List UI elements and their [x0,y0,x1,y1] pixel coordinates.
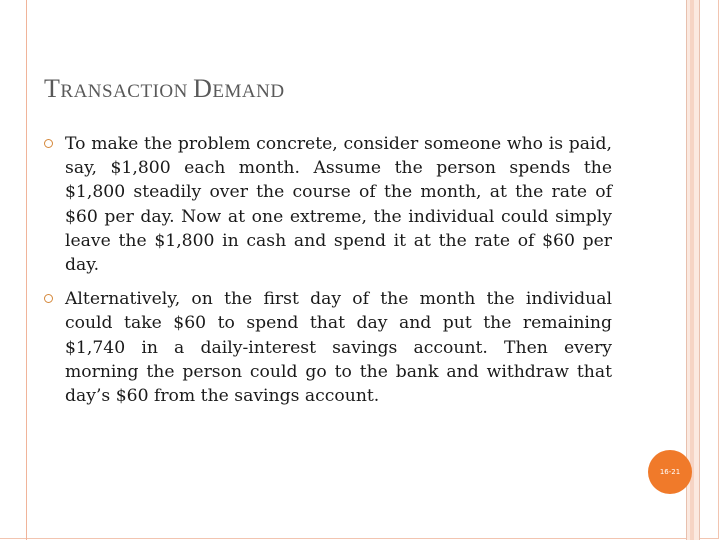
page-number: 16-21 [659,468,681,476]
right-decor-bar-inner [690,0,694,540]
bullet-item [44,132,612,277]
title-cap-2: D [193,74,213,103]
page-number-badge [648,450,692,494]
title-cap-1: T [44,74,61,103]
bullet-list [44,132,612,418]
circle-bullet-icon [44,139,53,148]
title-rest-1: RANSACTION [60,81,194,102]
bullet-text: Alternatively, on the first day of the month the individual could take $60 to spend that day and put the remaining $1,740 in a daily-interest savings account. Then every morning the person could go to the bank and withdraw that day’s $60 from the savings account. [65,289,612,407]
slide-title [44,74,285,104]
bullet-text: To make the problem concrete, consider someone who is paid, say, $1,800 each month. Assume the person spends the $1,800 steadily over the course of the month, at the rate of $60 per day. Now at one extreme, the individual could simply leave the $1,800 in cash and spend it at the rate of $60 per day. [65,134,612,276]
left-frame-line [26,0,27,540]
title-rest-2: EMAND [212,81,285,102]
circle-bullet-icon [44,294,53,303]
bullet-item [44,287,612,408]
